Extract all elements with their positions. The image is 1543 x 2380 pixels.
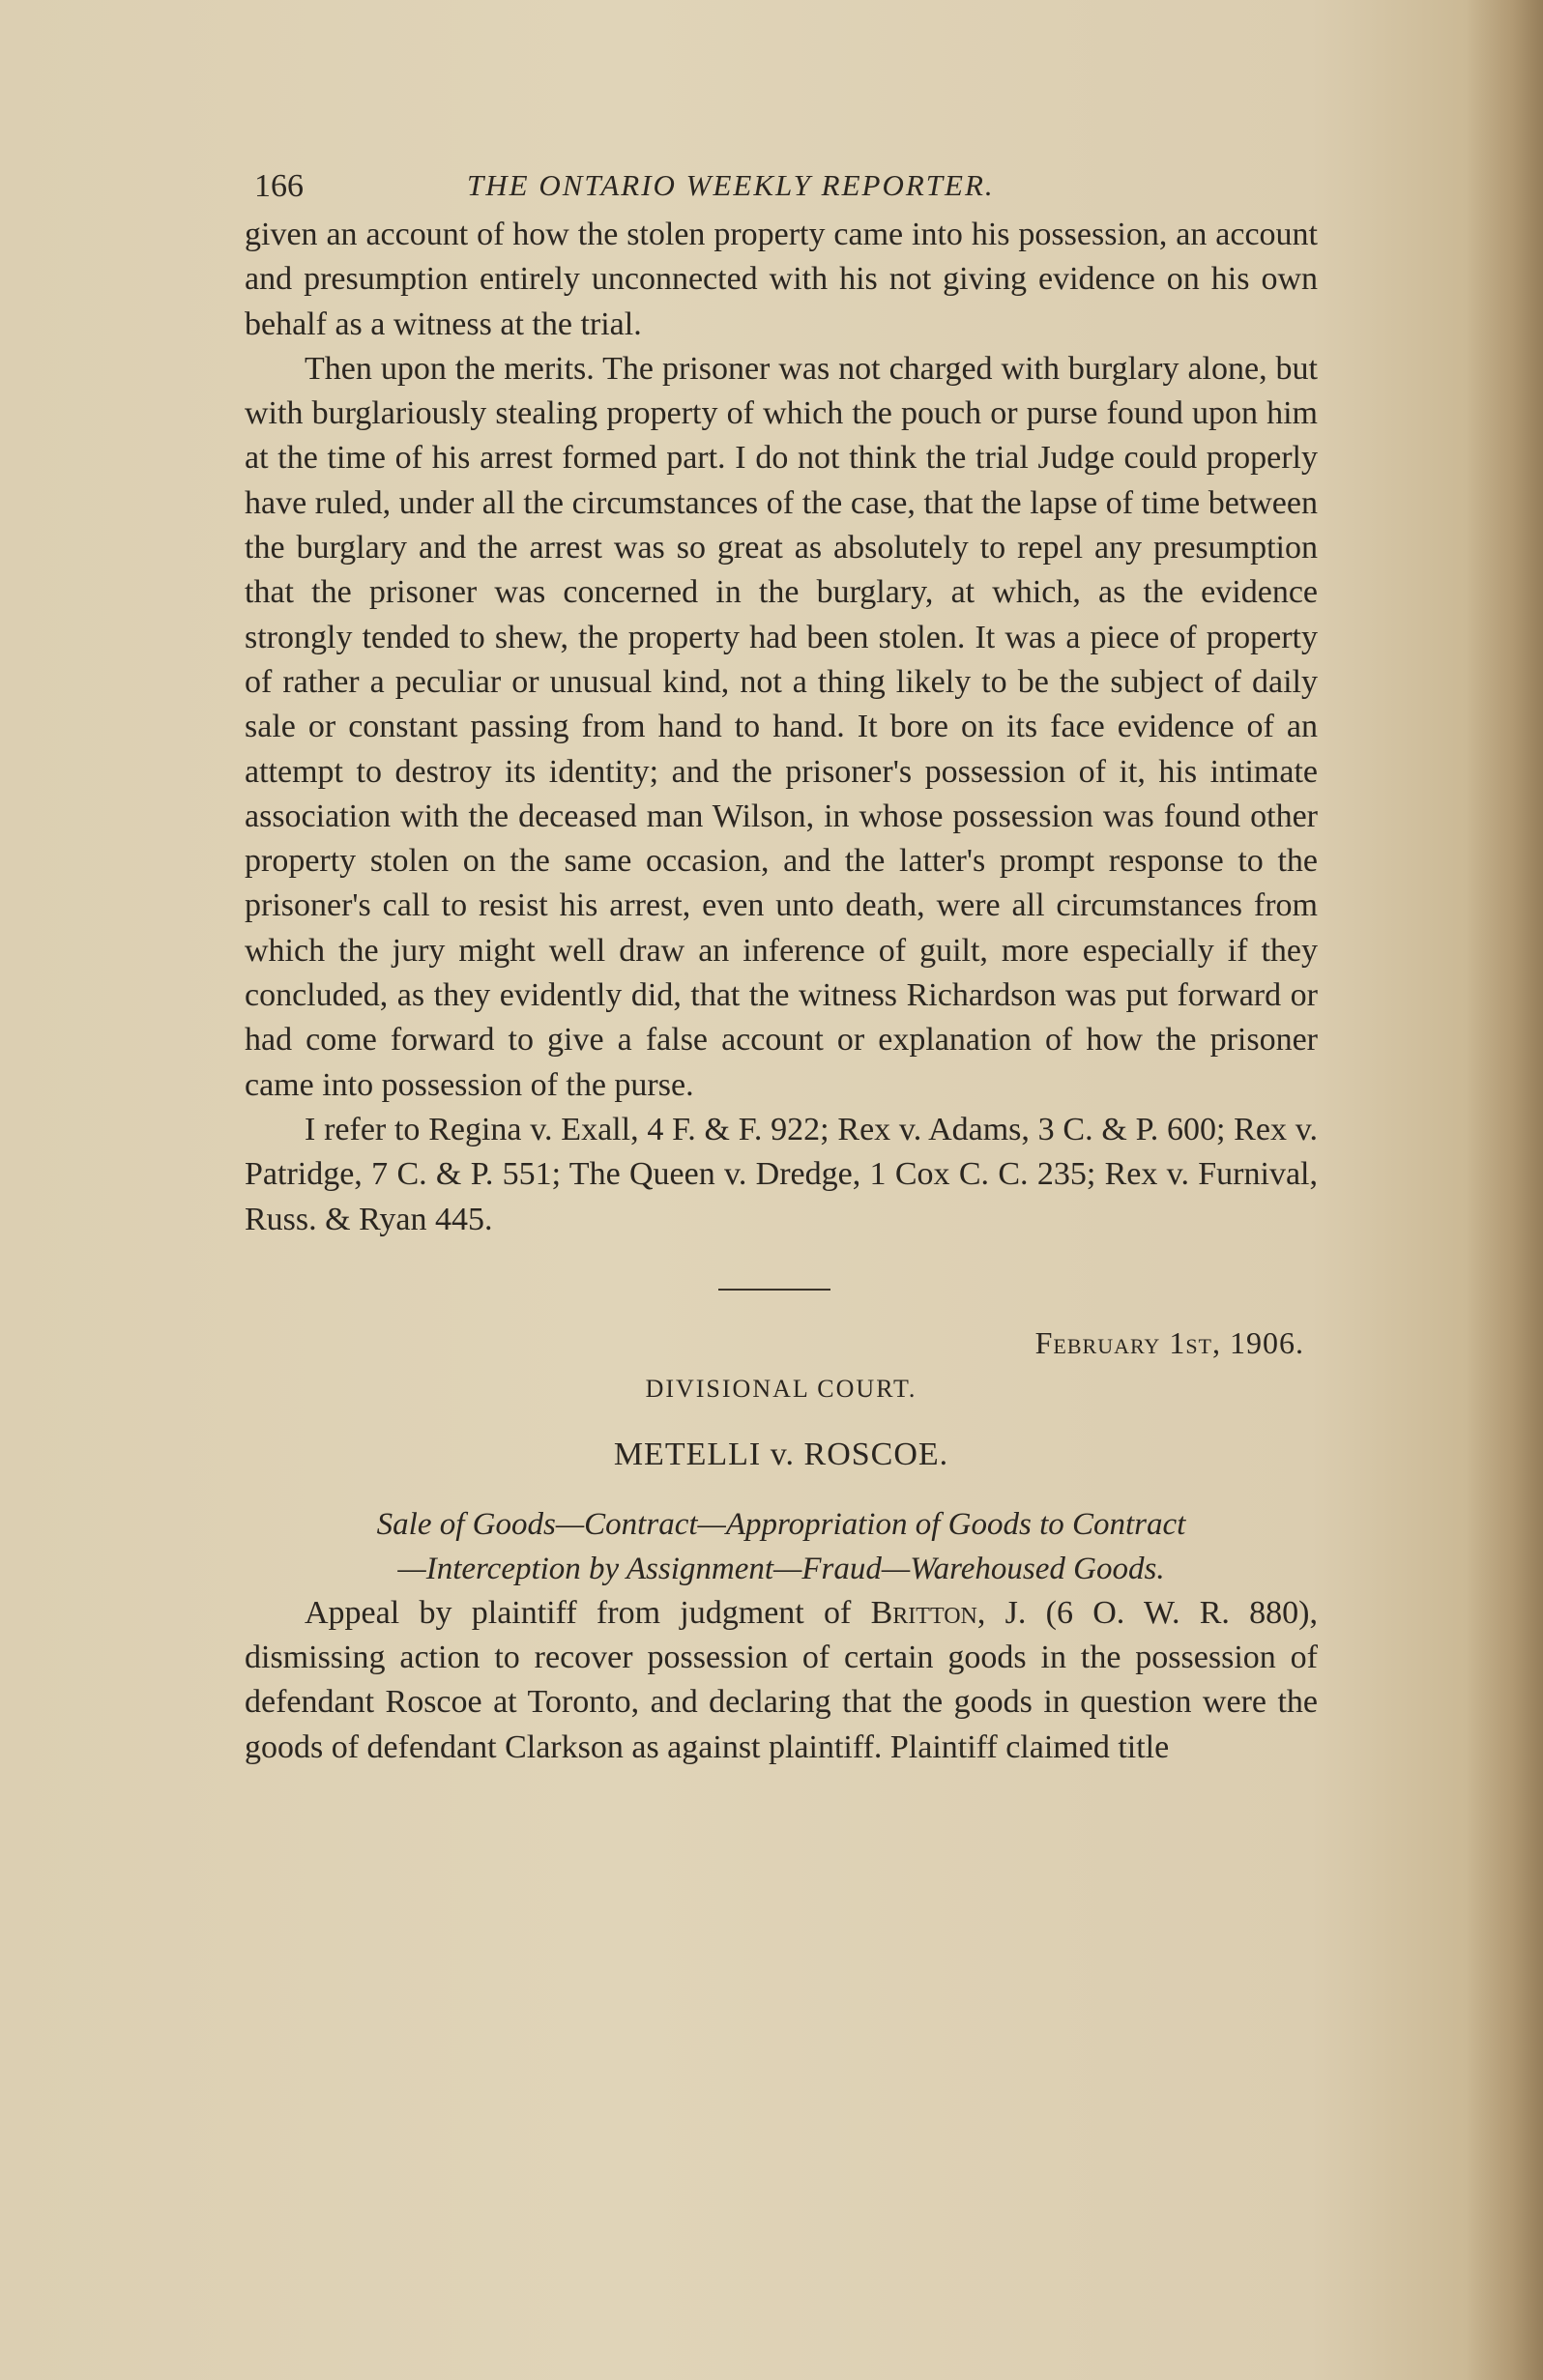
case-title: METELLI v. ROSCOE. xyxy=(613,1436,949,1472)
headnote-line-2: —Interception by Assignment—Fraud—Warehoused Goods. xyxy=(397,1551,1165,1586)
judge-name: Britton xyxy=(870,1594,977,1631)
appeal-prefix: Appeal by plaintiff from judgment of xyxy=(305,1594,871,1631)
page-number: 166 xyxy=(254,168,304,204)
appeal-paragraph xyxy=(245,1591,1318,1770)
paragraph-3: I refer to Regina v. Exall, 4 F. & F. 922; Rex v. Adams, 3 C. & P. 600; Rex v. Patridge, 7 C. & P. 551; The Queen v. Dredge, 1 Cox C. C. 235; Rex v. Furnival, Russ. & Ryan 445. xyxy=(245,1111,1318,1237)
text-block xyxy=(245,155,1318,1770)
running-head: THE ONTARIO WEEKLY REPORTER. xyxy=(467,168,995,202)
decision-date: February 1st, 1906. xyxy=(1034,1324,1304,1360)
paragraph-1: given an account of how the stolen property came into his possession, an account and presumption entirely unconnected with his not giving evidence on his own behalf as a witness at the trial. xyxy=(245,217,1318,342)
appeal-rest: , J. (6 O. W. R. 880), dismissing action to recover possession of certain goods in the possession of defendant Roscoe at Toronto, and declaring that the goods in question were the goods of defendant Clarkson as against plaintiff. Plaintiff claimed title xyxy=(245,1594,1319,1765)
page-header xyxy=(245,155,1318,213)
section-divider xyxy=(718,1289,830,1291)
court-name: DIVISIONAL COURT. xyxy=(645,1374,917,1403)
paragraph-2: Then upon the merits. The prisoner was not charged with burglary alone, but with burglariously stealing property of which the pouch or purse found upon him at the time of his arrest formed part. I do not think the trial Judge could properly have ruled, under all the circumstances of the case, that the lapse of time between the burglary and the arrest was so great as absolutely to repel any presumption that the prisoner was concerned in the burglary, at which, as the evidence strongly tended to shew, the property had been stolen. It was a piece of property of rather a peculiar or unusual kind, not a thing likely to be the subject of daily sale or constant passing from hand to hand. It bore on its face evidence of an attempt to destroy its identity; and the prisoner's possession of it, his intimate association with the deceased man Wilson, in whose possession was found other property stolen on the same occasion, and the latter's prompt response to the prisoner's call to resist his arrest, even unto death, were all circumstances from which the jury might well draw an inference of guilt, more especially if they concluded, as they evidently did, that the witness Richardson was put forward or had come forward to give a false account or explanation of how the prisoner came into possession of the purse. xyxy=(245,350,1318,1103)
headnote xyxy=(245,1502,1318,1591)
page-edge-shadow xyxy=(1466,0,1543,2380)
headnote-line-1: Sale of Goods—Contract—Appropriation of Goods to Contract xyxy=(376,1506,1186,1542)
